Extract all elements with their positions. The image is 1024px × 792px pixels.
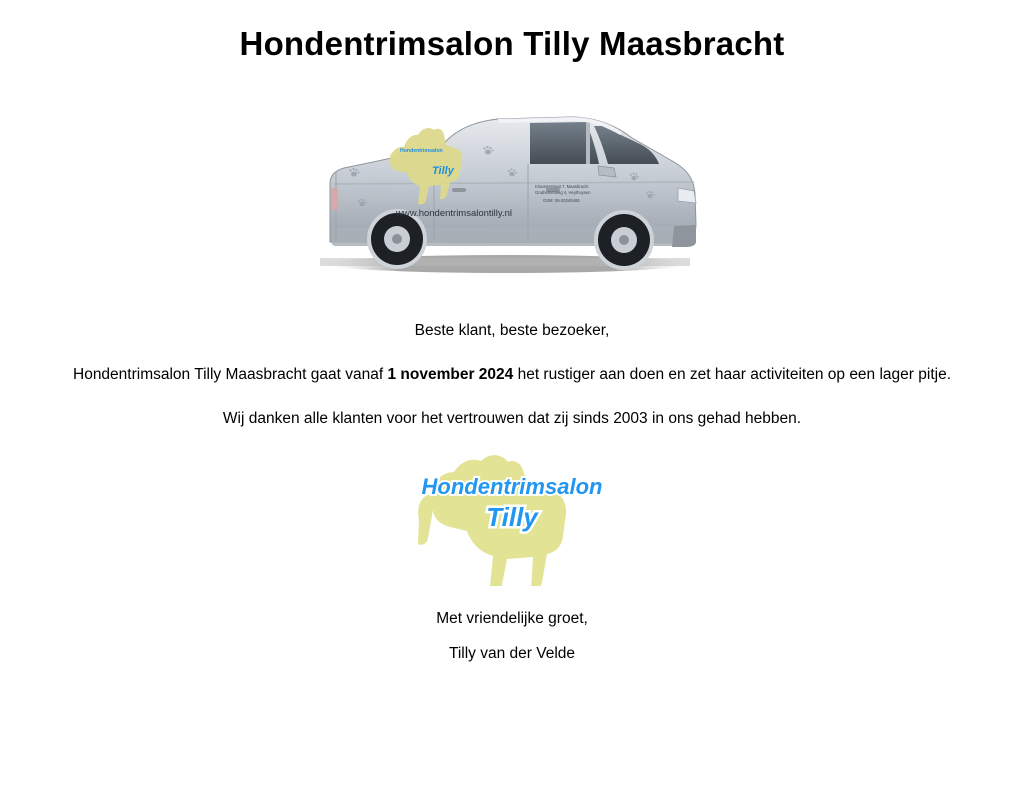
van-address-line1: Kloosterstraat 7, Maasbracht — [535, 183, 589, 189]
page-container — [0, 24, 1024, 665]
signature-block — [0, 608, 1024, 665]
notice-text-part2: het rustiger aan doen en zet haar activiteiten op een lager pitje. — [513, 365, 951, 383]
notice-paragraph — [5, 364, 1019, 386]
thanks-paragraph: Wij danken alle klanten voor het vertrouwen dat zij sinds 2003 in ons gehad hebben. — [222, 409, 802, 427]
greeting-paragraph: Beste klant, beste bezoeker, — [414, 321, 610, 339]
van-photo-graphic — [302, 92, 722, 282]
van-photo — [302, 92, 722, 282]
notice-text-part1: Hondentrimsalon Tilly Maasbracht gaat vanaf — [73, 365, 388, 383]
logo-line2: Tilly — [486, 501, 538, 532]
notice-date: 1 november 2024 — [387, 365, 514, 383]
letter-body — [5, 320, 1019, 430]
logo-graphic — [397, 446, 627, 586]
svg-text:Hondentrimsalon: Hondentrimsalon — [400, 147, 443, 154]
van-website: www.hondentrimsalontilly.nl — [396, 207, 512, 219]
signature-closing: Met vriendelijke groet, — [436, 609, 588, 627]
hondentrimsalon-tilly-logo — [397, 446, 627, 586]
logo-line1: Hondentrimsalon — [421, 473, 603, 499]
van-phone: GSM: 06-30245465 — [543, 197, 580, 203]
page-title: Hondentrimsalon Tilly Maasbracht — [239, 25, 785, 62]
svg-text:Tilly: Tilly — [432, 164, 454, 177]
van-address-line2: Grathemerweg 4, Heythuysen — [535, 189, 591, 195]
signature-name: Tilly van der Velde — [448, 644, 576, 662]
